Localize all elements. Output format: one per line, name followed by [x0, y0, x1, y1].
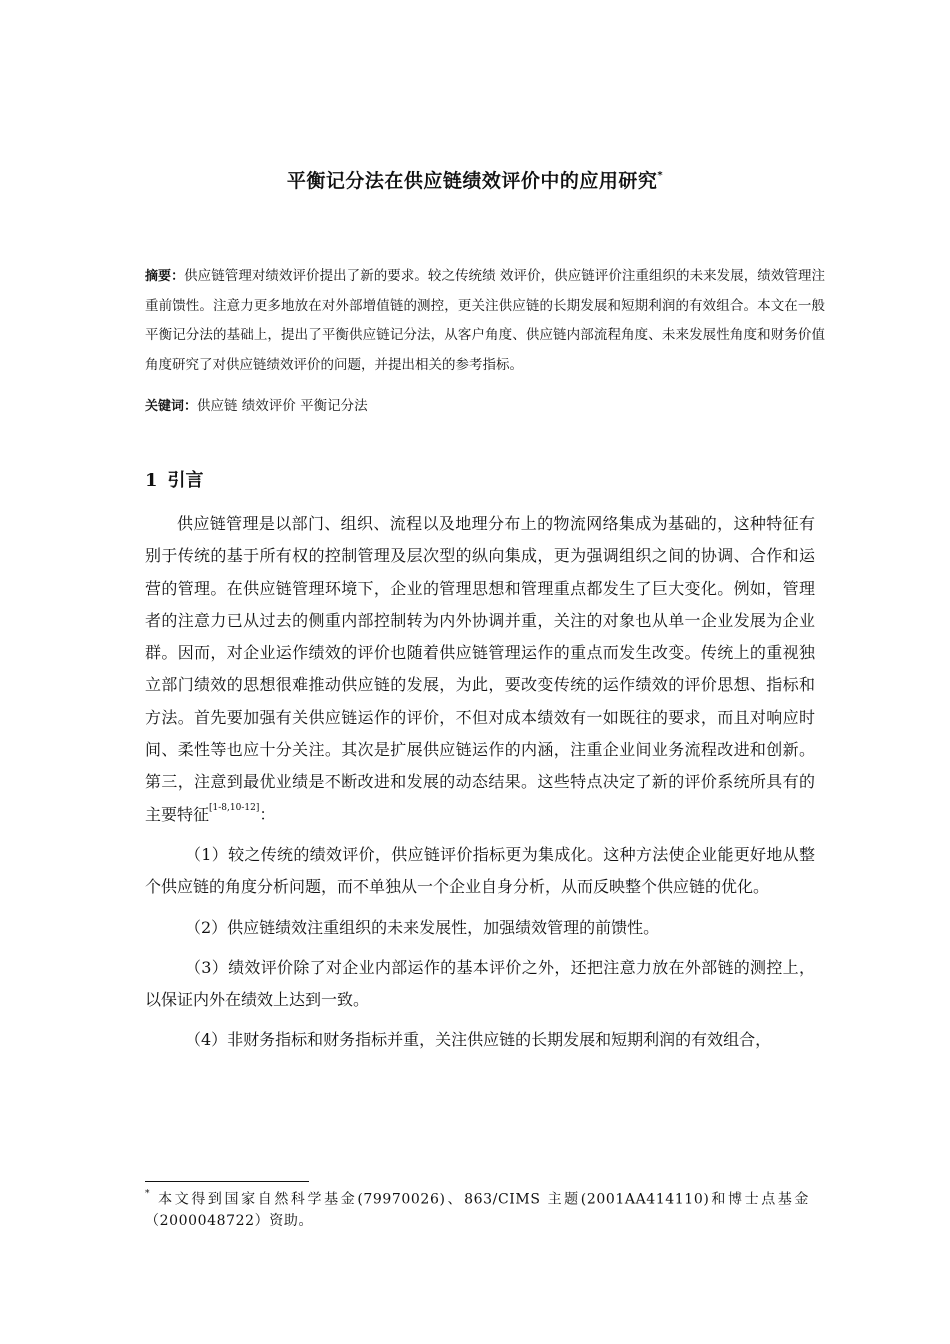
keywords-label: 关键词： — [145, 399, 198, 414]
keywords — [145, 393, 825, 420]
list-item: （4）非财务指标和财务指标并重，关注供应链的长期发展和短期利润的有效组合， — [185, 1030, 772, 1050]
paper-title-text: 平衡记分法在供应链绩效评价中的应用研究 — [286, 170, 658, 192]
intro-paragraph-end: ： — [259, 804, 276, 824]
list-item: （3）绩效评价除了对企业内部运作的基本评价之外，还把注意力放在外部链的测控上，以保证内外在绩效上达到一致。 — [145, 957, 815, 1010]
abstract-text: 供应链管理对绩效评价提出了新的要求。较之传统绩 效评价，供应链评价注重组织的未来发展，绩效管理注重前馈性。注意力更多地放在对外部增值链的测控，更关注供应链的长期发展和短期利润的有效组合。本文在一般平衡记分法的基础上，提出了平衡供应链记分法，从客户角度、供应链内部流程角度、未来发展性角度和财务价值角度研究了对供应链绩效评价的问题，并提出相关的参考指标。 — [145, 268, 825, 373]
footnote-divider — [145, 1181, 309, 1182]
list-item: （2）供应链绩效注重组织的未来发展性，加强绩效管理的前馈性。 — [185, 917, 660, 937]
paper-title — [0, 166, 950, 193]
footnote-text: 本文得到国家自然科学基金(79970026)、863/CIMS 主题(2001AA414110)和博士点基金（2000048722）资助。 — [145, 1191, 809, 1229]
section-number: 1 — [145, 470, 158, 491]
section-heading — [145, 466, 204, 492]
keywords-text: 供应链 绩效评价 平衡记分法 — [197, 398, 368, 414]
footnote-mark: * — [145, 1189, 151, 1199]
section-body — [145, 508, 815, 1057]
intro-paragraph-text: 供应链管理是以部门、组织、流程以及地理分布上的物流网络集成为基础的，这种特征有别于传统的基于所有权的控制管理及层次型的纵向集成，更为强调组织之间的协调、合作和运营的管理。在供应链管理环境下，企业的管理思想和管理重点都发生了巨大变化。例如，管理者的注意力已从过去的侧重内部控制转为内外协调并重，关注的对象也从单一企业发展为企业群。因而，对企业运作绩效的评价也随着供应链管理运作的重点而发生改变。传统上的重视独立部门绩效的思想很难推动供应链的发展，为此，要改变传统的运作绩效的评价思想、指标和方法。首先要加强有关供应链运作的评价，不但对成本绩效有一如既往的要求，而且对响应时间、柔性等也应十分关注。其次是扩展供应链运作的内涵，注重企业间业务流程改进和创新。第三，注意到最优业绩是不断改进和发展的动态结果。这些特点决定了新的评价系统所具有的主要特征 — [145, 514, 815, 824]
list-item: （1）较之传统的绩效评价，供应链评价指标更为集成化。这种方法使企业能更好地从整个供应链的角度分析问题，而不单独从一个企业自身分析，从而反映整个供应链的优化。 — [145, 844, 815, 897]
section-title: 引言 — [167, 470, 204, 491]
abstract — [145, 262, 825, 380]
citation-reference: [1-8,10-12] — [209, 803, 260, 814]
intro-paragraph — [145, 508, 815, 831]
abstract-label: 摘要： — [145, 269, 185, 284]
title-footnote-mark: * — [657, 169, 664, 181]
footnote — [145, 1186, 809, 1232]
